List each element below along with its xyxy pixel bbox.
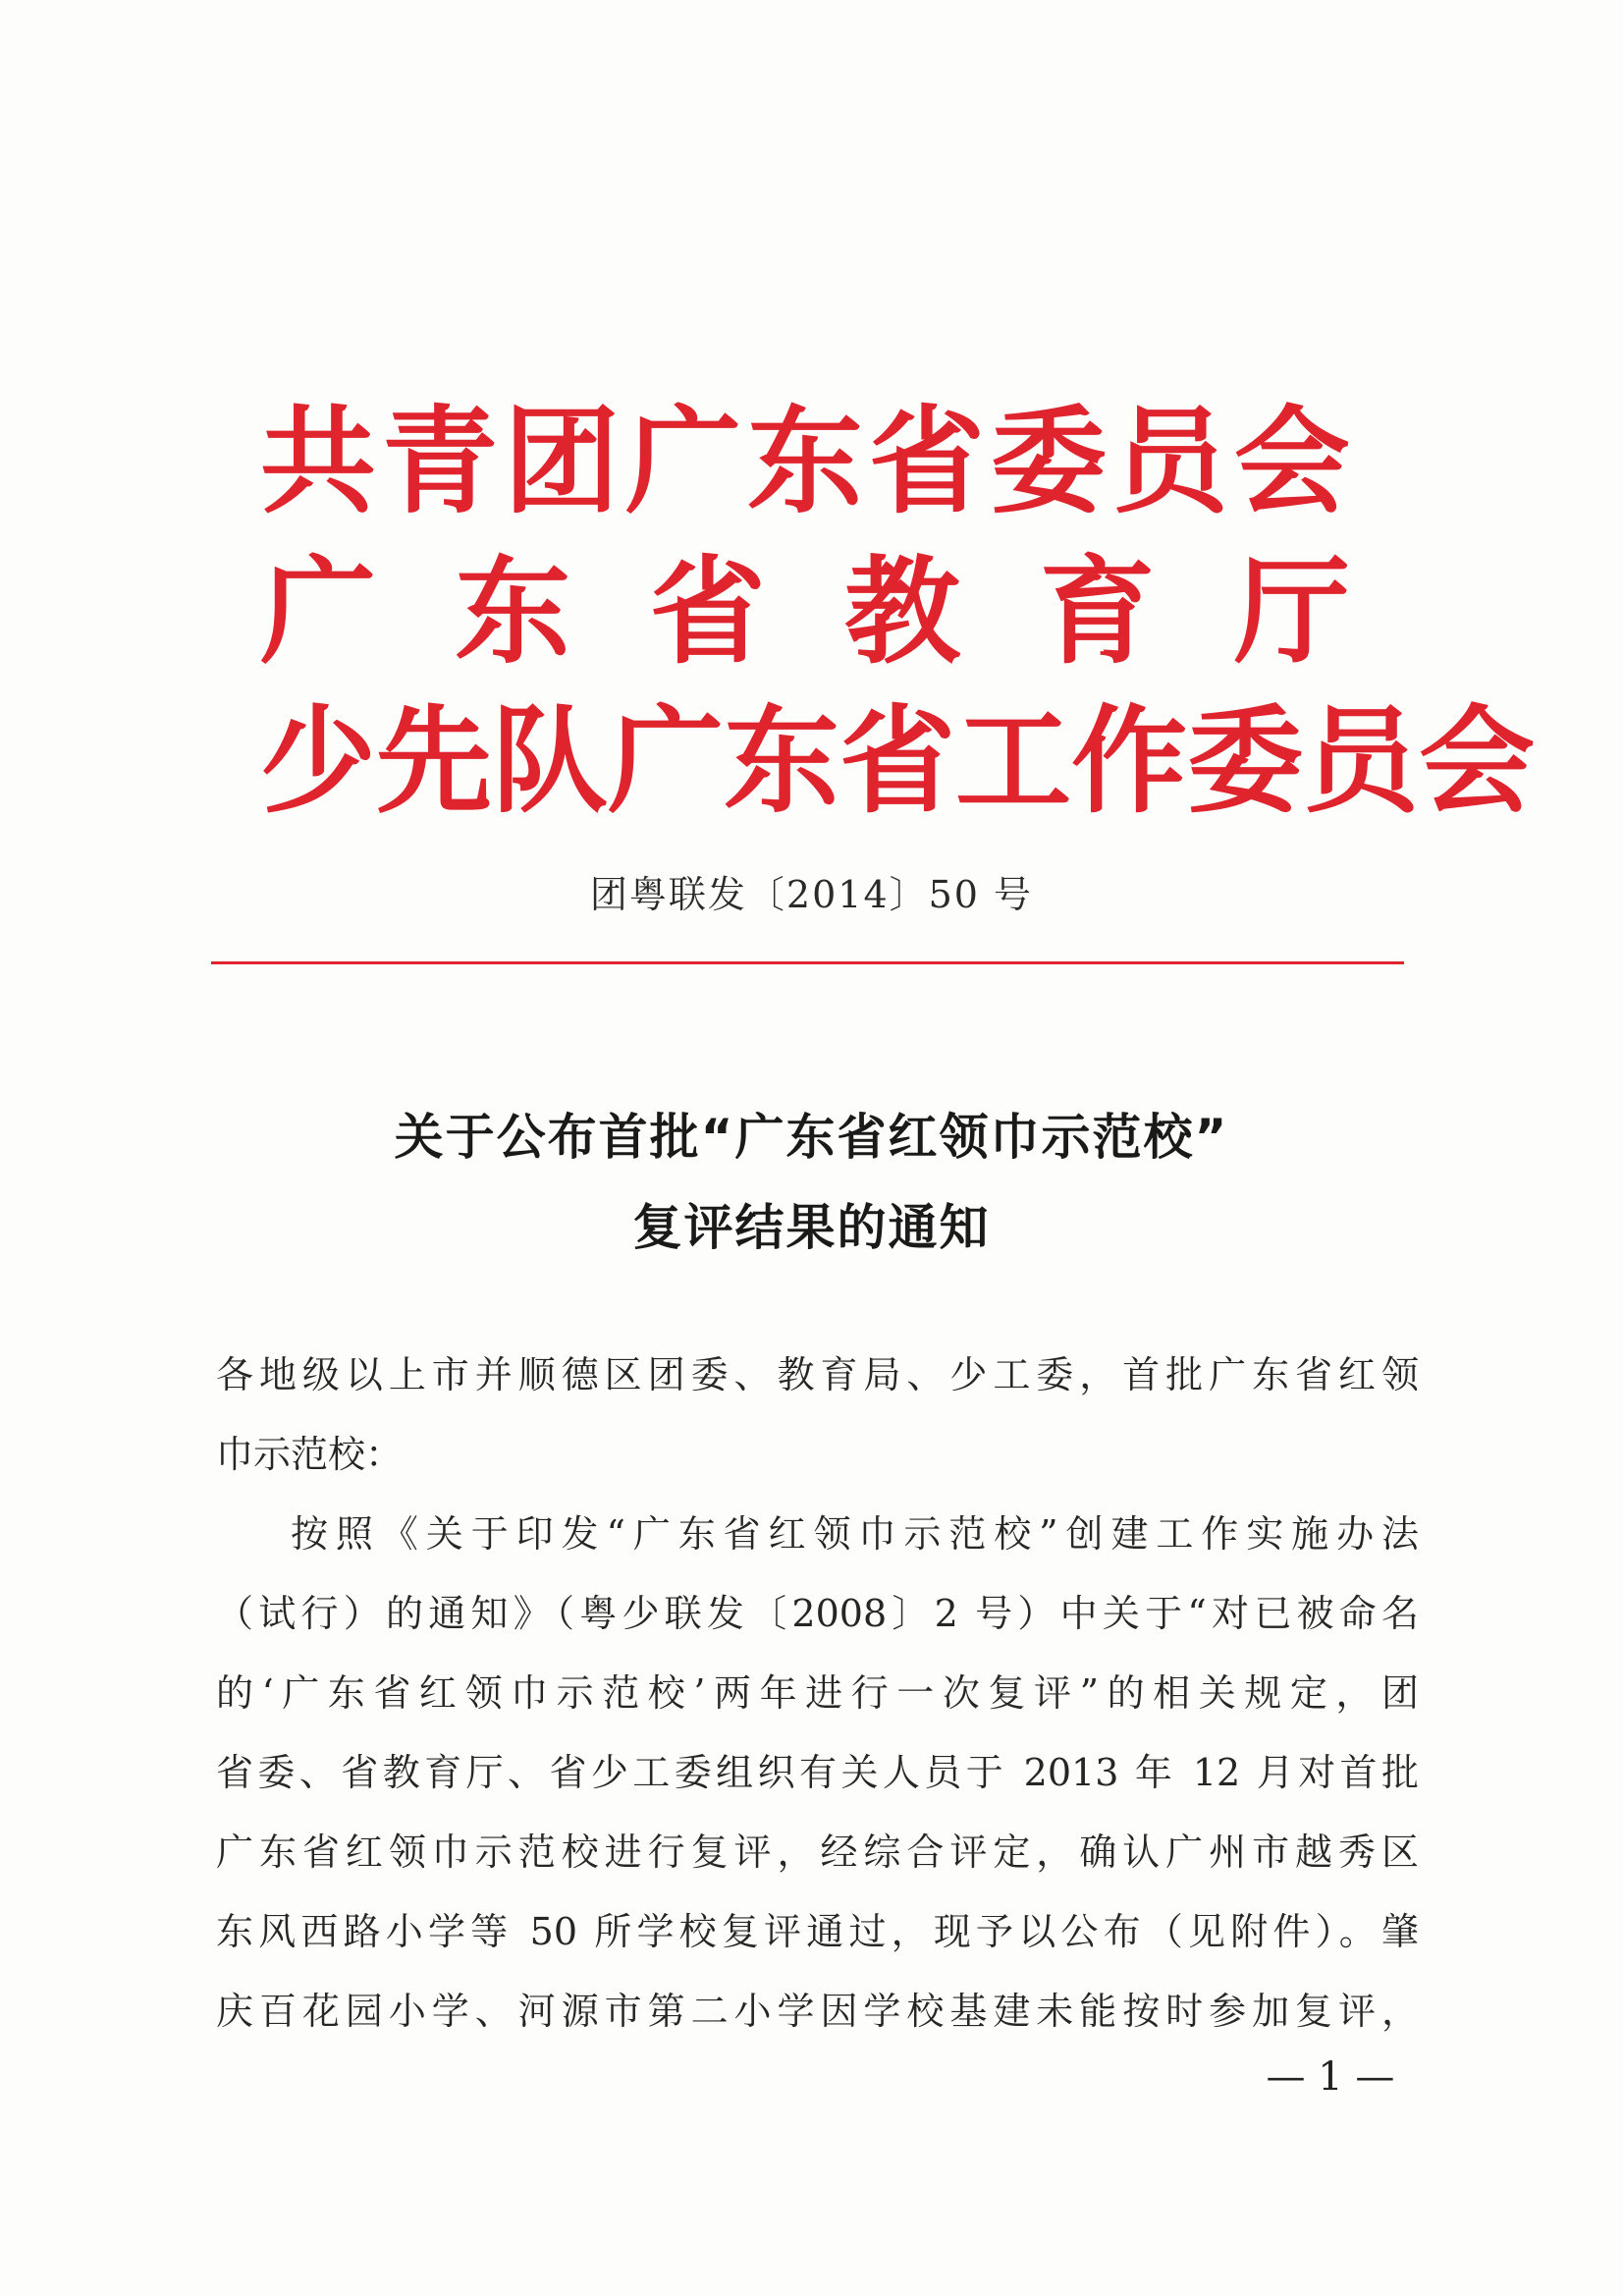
title-line-2: 复评结果的通知 — [632, 1199, 991, 1256]
salutation-line: 巾示范校： — [216, 1433, 404, 1476]
body-paragraph — [216, 1495, 1419, 2051]
paragraph-line: 省委、省教育厅、省少工委组织有关人员于 2013 年 12 月对首批 — [216, 1751, 1419, 1794]
masthead-line-3: 少 先 队 广 东 省 工 作 委 员 会 — [260, 693, 1536, 829]
page-number: — 1 — — [1266, 2054, 1395, 2100]
salutation — [216, 1336, 1419, 1495]
paragraph-line: （试行）的通知》（粤少联发〔2008〕2 号）中关于“对已被命名 — [216, 1592, 1419, 1635]
paragraph-line: 按照《关于印发“广东省红领巾示范校”创建工作实施办法 — [291, 1512, 1419, 1556]
paragraph-line: 的‘广东省红领巾示范校’两年进行一次复评”的相关规定，团 — [216, 1671, 1419, 1715]
masthead-line-1: 共 青 团 广 东 省 委 员 会 — [260, 394, 1350, 529]
salutation-line: 各地级以上市并顺德区团委、教育局、少工委，首批广东省红领 — [216, 1353, 1419, 1396]
paragraph-line: 东风西路小学等 50 所学校复评通过，现予以公布（见附件）。肇 — [216, 1910, 1419, 1953]
masthead-line-2: 广 东 省 教 育 厅 — [260, 544, 1350, 680]
paragraph-line: 庆百花园小学、河源市第二小学因学校基建未能按时参加复评， — [216, 1990, 1419, 2033]
document-number: 团粤联发〔2014〕50 号 — [589, 873, 1034, 916]
paragraph-line: 广东省红领巾示范校进行复评，经综合评定，确认广州市越秀区 — [216, 1831, 1419, 1874]
red-divider — [211, 961, 1404, 964]
title-line-1: 关于公布首批“广东省红领巾示范校” — [394, 1109, 1229, 1166]
